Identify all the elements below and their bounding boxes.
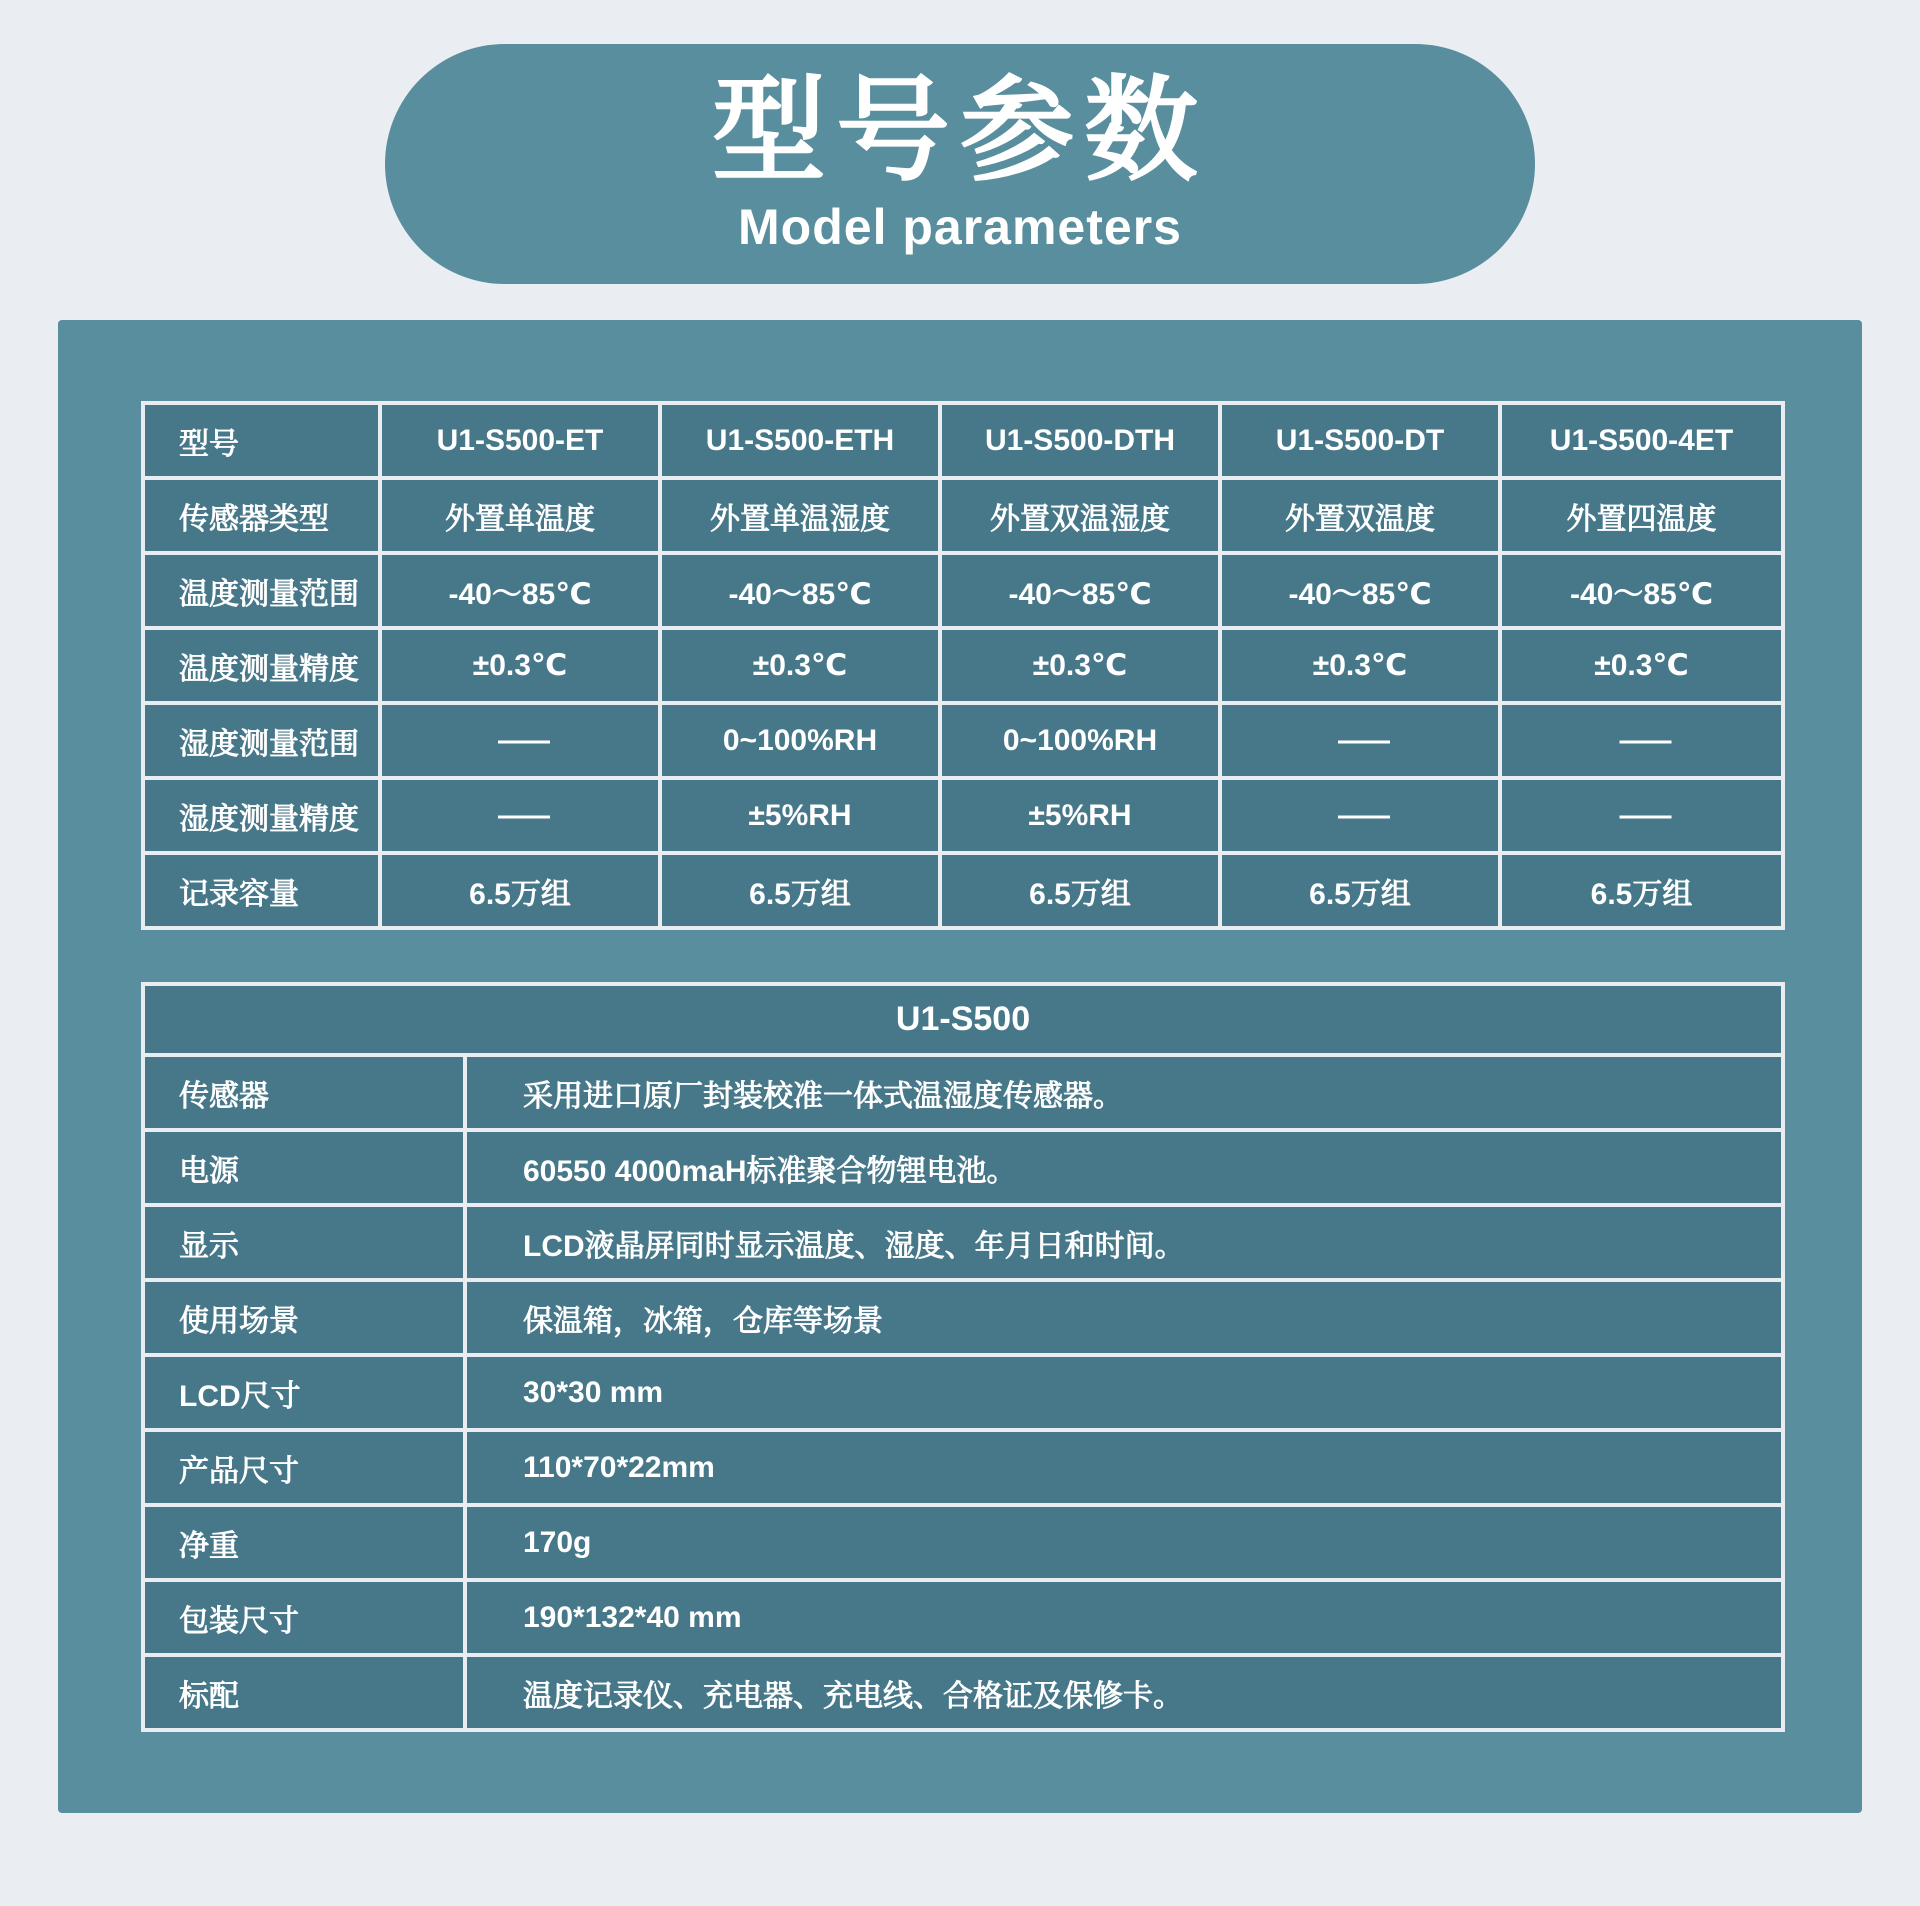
- table-row-display: [143, 1205, 1783, 1280]
- models-table: [141, 401, 1785, 930]
- page-title: 型号参数: [711, 68, 1208, 196]
- row-label: 记录容量: [143, 853, 380, 928]
- model-cell: U1-S500-ET: [380, 403, 660, 478]
- model-cell: U1-S500-4ET: [1500, 403, 1783, 478]
- value-cell: 外置单温度: [380, 478, 660, 553]
- value-cell: ——: [1500, 703, 1783, 778]
- table-row-header: [143, 984, 1783, 1055]
- row-label: 标配: [143, 1655, 465, 1730]
- row-label: 温度测量范围: [143, 553, 380, 628]
- value-cell: -40～85℃: [1220, 553, 1500, 628]
- value-cell: -40～85℃: [660, 553, 940, 628]
- model-cell: U1-S500-ETH: [660, 403, 940, 478]
- value-cell: ——: [1500, 778, 1783, 853]
- value-cell: ±0.3℃: [660, 628, 940, 703]
- value-cell: ±5%RH: [660, 778, 940, 853]
- page-subtitle: Model parameters: [738, 198, 1182, 255]
- table-row-temp-range: [143, 553, 1783, 628]
- value-cell: 6.5万组: [1500, 853, 1783, 928]
- row-label: 使用场景: [143, 1280, 465, 1355]
- value-cell: 外置双温度: [1220, 478, 1500, 553]
- value-cell: 0~100%RH: [660, 703, 940, 778]
- value-cell: -40～85℃: [1500, 553, 1783, 628]
- row-value: 30*30 mm: [465, 1355, 1783, 1430]
- row-label: 湿度测量精度: [143, 778, 380, 853]
- table-row-net-weight: [143, 1505, 1783, 1580]
- model-cell: U1-S500-DT: [1220, 403, 1500, 478]
- row-label: 电源: [143, 1130, 465, 1205]
- value-cell: ±0.3℃: [1500, 628, 1783, 703]
- row-value: 170g: [465, 1505, 1783, 1580]
- row-label: 型号: [143, 403, 380, 478]
- row-label: 传感器: [143, 1055, 465, 1130]
- row-value: 60550 4000maH标准聚合物锂电池。: [465, 1130, 1783, 1205]
- table-row-record-capacity: [143, 853, 1783, 928]
- table-row-sensor-type: [143, 478, 1783, 553]
- row-label: 传感器类型: [143, 478, 380, 553]
- table-row-product-size: [143, 1430, 1783, 1505]
- value-cell: -40～85℃: [380, 553, 660, 628]
- row-value: 190*132*40 mm: [465, 1580, 1783, 1655]
- table-row-sensor: [143, 1055, 1783, 1130]
- value-cell: 6.5万组: [660, 853, 940, 928]
- row-value: 温度记录仪、充电器、充电线、合格证及保修卡。: [465, 1655, 1783, 1730]
- value-cell: 外置双温湿度: [940, 478, 1220, 553]
- row-label: 包装尺寸: [143, 1580, 465, 1655]
- model-cell: U1-S500-DTH: [940, 403, 1220, 478]
- detail-table-title: U1-S500: [143, 984, 1783, 1055]
- row-label: LCD尺寸: [143, 1355, 465, 1430]
- value-cell: ——: [1220, 778, 1500, 853]
- row-value: 110*70*22mm: [465, 1430, 1783, 1505]
- value-cell: -40～85℃: [940, 553, 1220, 628]
- value-cell: 6.5万组: [380, 853, 660, 928]
- value-cell: ±0.3℃: [380, 628, 660, 703]
- value-cell: ——: [380, 703, 660, 778]
- row-label: 净重: [143, 1505, 465, 1580]
- table-row-standard-accessories: [143, 1655, 1783, 1730]
- value-cell: ——: [1220, 703, 1500, 778]
- value-cell: 外置四温度: [1500, 478, 1783, 553]
- value-cell: 外置单温湿度: [660, 478, 940, 553]
- row-value: 保温箱，冰箱，仓库等场景: [465, 1280, 1783, 1355]
- table-row-humidity-range: [143, 703, 1783, 778]
- value-cell: ±5%RH: [940, 778, 1220, 853]
- header-pill: [385, 44, 1535, 284]
- value-cell: ±0.3℃: [940, 628, 1220, 703]
- detail-table: [141, 982, 1785, 1732]
- table-row-package-size: [143, 1580, 1783, 1655]
- row-value: 采用进口原厂封装校准一体式温湿度传感器。: [465, 1055, 1783, 1130]
- table-row-humidity-accuracy: [143, 778, 1783, 853]
- value-cell: ——: [380, 778, 660, 853]
- row-label: 温度测量精度: [143, 628, 380, 703]
- row-label: 产品尺寸: [143, 1430, 465, 1505]
- value-cell: 0~100%RH: [940, 703, 1220, 778]
- row-label: 显示: [143, 1205, 465, 1280]
- table-row-lcd-size: [143, 1355, 1783, 1430]
- content-panel: [58, 320, 1862, 1813]
- table-row-power: [143, 1130, 1783, 1205]
- value-cell: ±0.3℃: [1220, 628, 1500, 703]
- table-row-use-scene: [143, 1280, 1783, 1355]
- value-cell: 6.5万组: [1220, 853, 1500, 928]
- row-value: LCD液晶屏同时显示温度、湿度、年月日和时间。: [465, 1205, 1783, 1280]
- row-label: 湿度测量范围: [143, 703, 380, 778]
- value-cell: 6.5万组: [940, 853, 1220, 928]
- table-row-temp-accuracy: [143, 628, 1783, 703]
- table-row-model: [143, 403, 1783, 478]
